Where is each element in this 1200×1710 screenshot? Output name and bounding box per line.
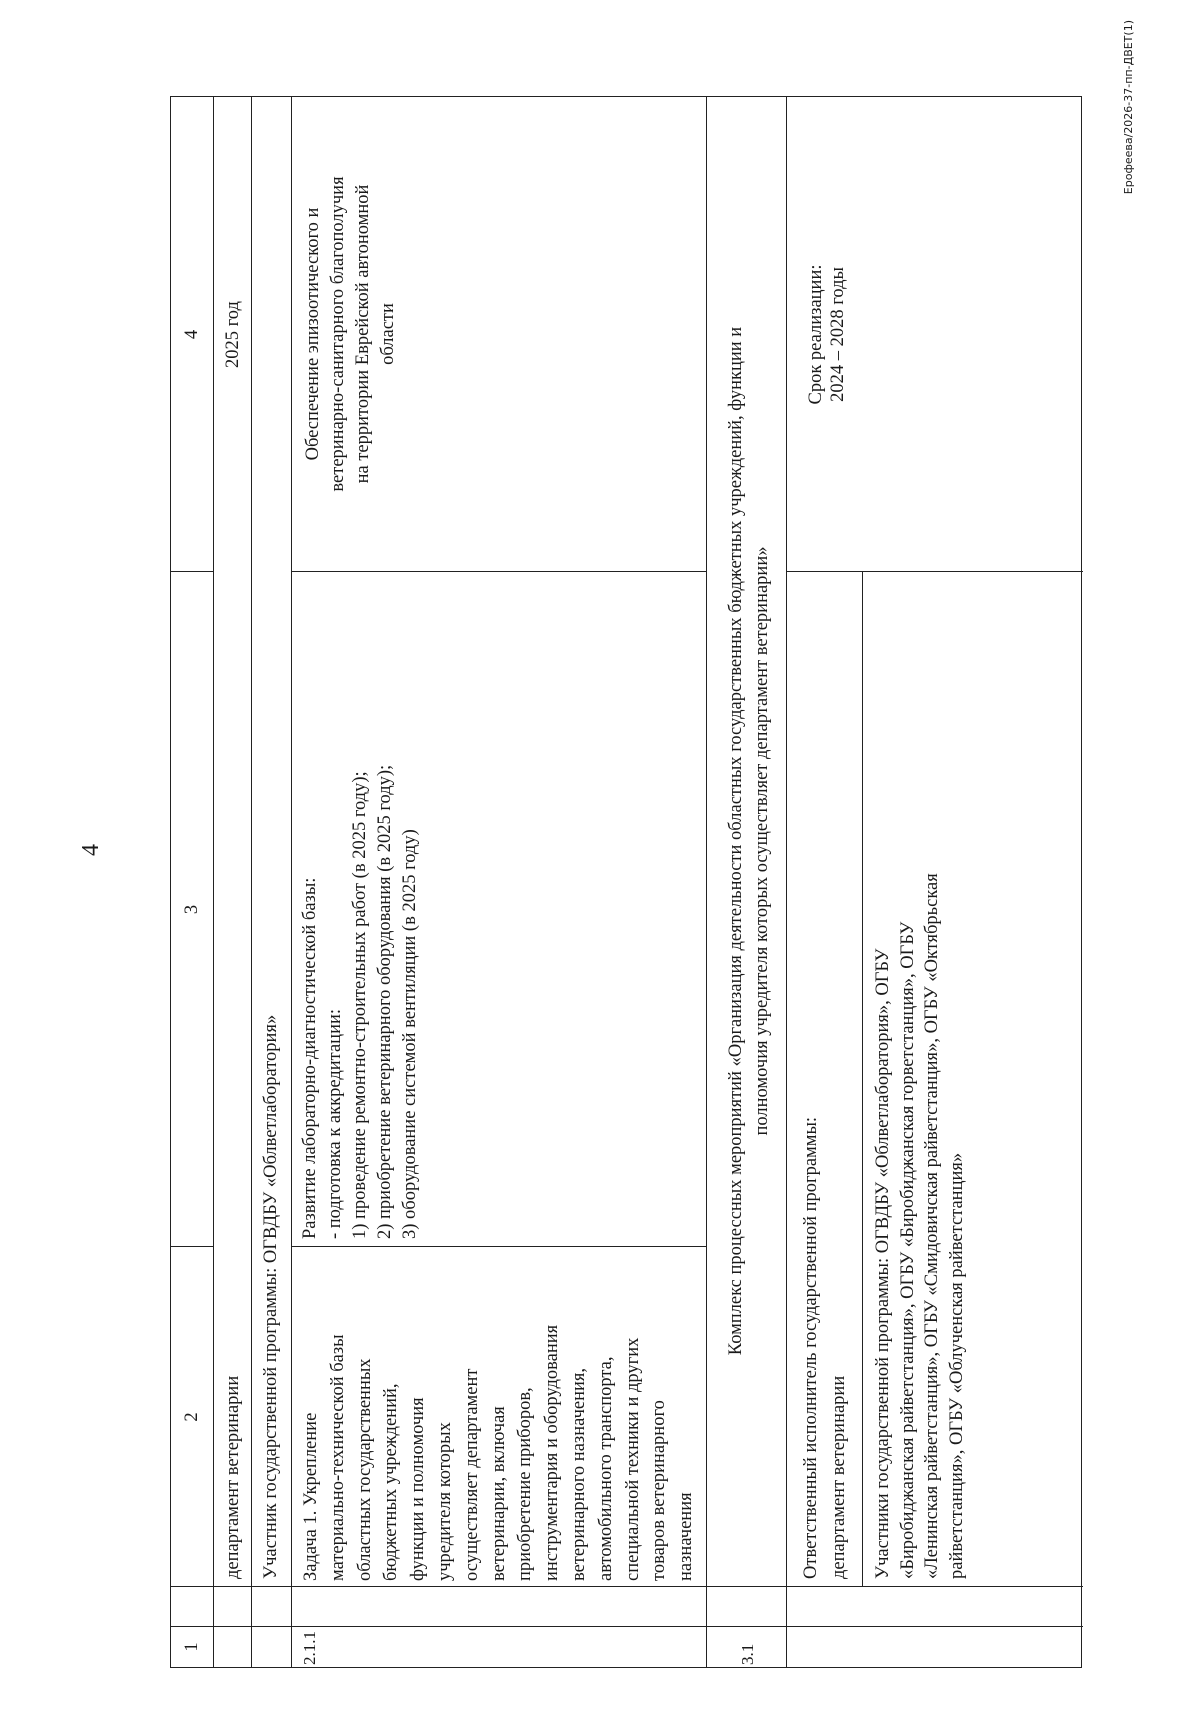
vline-col2-body bbox=[291, 1246, 706, 1247]
rule-header bbox=[213, 97, 214, 1667]
rule-dept bbox=[251, 97, 252, 1667]
header-col-3: 3 bbox=[182, 904, 202, 915]
participant-text: Участник государственной программы: ОГВДБУ «Облветлаборатория» bbox=[261, 1014, 281, 1579]
header-col-4: 4 bbox=[182, 329, 202, 340]
page-number: 4 bbox=[78, 844, 104, 856]
dept-year: 2025 год bbox=[223, 301, 243, 368]
row-31-text: Комплекс процессных мероприятий «Организация деятельности областных государственных бюджетных учреждений, функции и полномочия учредителя которых осуществляет департамент ветеринарии» bbox=[726, 326, 772, 1356]
footer-code: Ерофеева/2026-37-пп-ДВЕТ(1) bbox=[1122, 20, 1135, 195]
header-col-1: 1 bbox=[182, 1642, 202, 1652]
header-col-2: 2 bbox=[182, 1412, 202, 1422]
rule-211 bbox=[706, 97, 707, 1667]
rule-participant bbox=[291, 97, 292, 1667]
rule-31 bbox=[786, 97, 787, 1667]
rule-responsible bbox=[862, 572, 863, 1587]
participants-text: Участники государственной программы: ОГВДБУ «Облветлаборатория», ОГБУ «Биробиджанская райветстанция», ОГБУ «Биробиджанская горветстанция», ОГБУ «Ленинская райветстанция», ОГБУ «Смидовичская райветстанция», ОГБУ «Октябрьская райветстанция», ОГБУ «Облученская райветстанция» bbox=[873, 873, 967, 1579]
vline-indent bbox=[171, 1586, 1083, 1587]
row-31-number: 3.1 bbox=[738, 1643, 757, 1665]
term-text: Срок реализации: 2024 – 2028 годы bbox=[806, 264, 848, 405]
dept-name: департамент ветеринарии bbox=[223, 1375, 243, 1579]
program-table bbox=[170, 96, 1082, 1668]
row-211-number: 2.1.1 bbox=[300, 1631, 319, 1665]
vline-col3-body bbox=[291, 571, 706, 572]
row-211-activities: Развитие лабораторно-диагностической базы: - подготовка к аккредитации: 1) проведение ремонтно-строительных работ (в 2025 году); 2) приобретение ветеринарного оборудования (в 2025 году); 3) оборудование системой вентиляции (в 2025 году) bbox=[300, 764, 420, 1239]
row-211-result: Обеспечение эпизоотического и ветеринарно-санитарного благополучия на территории Еврейской автономной области bbox=[303, 176, 398, 492]
responsible-text: Ответственный исполнитель государственной программы: департамент ветеринарии bbox=[801, 1116, 849, 1579]
row-211-task: Задача 1. Укрепление материально-технической базы областных государственных бюджетных учреждений, функции и полномочия учредителя которых осуществляет департамент ветеринарии, включая приобретение приборов, инструментария и оборудования ветеринарного назначения, автомобильного транспорта, специальной техники и других товаров ветеринарного назначения bbox=[301, 1324, 697, 1581]
